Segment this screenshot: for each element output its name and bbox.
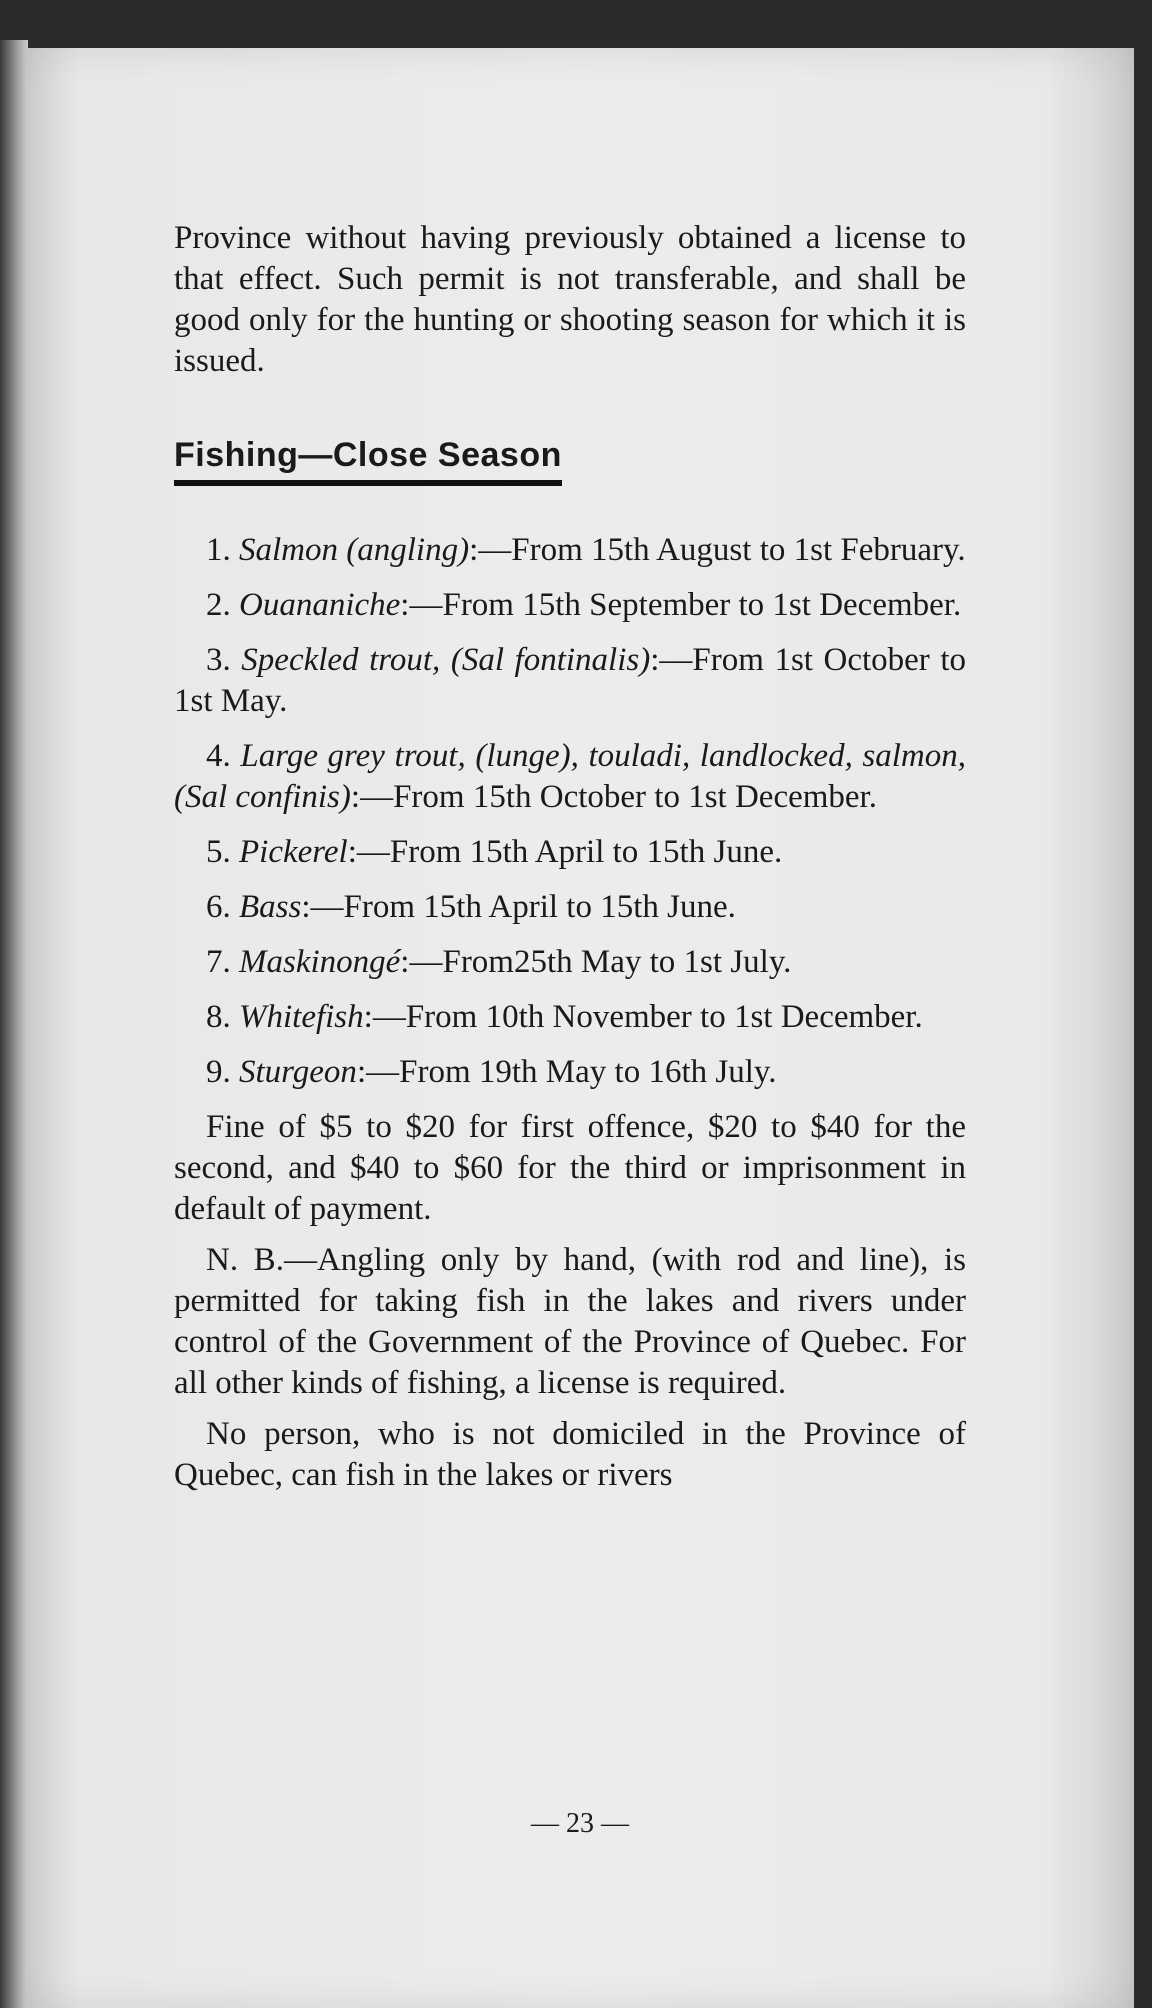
page-number: — 23 — (531, 1808, 629, 1839)
list-item: 3. Speckled trout, (Sal fontinalis):—From 1st October to 1st May. (174, 642, 966, 719)
section-heading: Fishing—Close Season (174, 436, 562, 486)
fine-paragraph: Fine of $5 to $20 for first offence, $20 to $40 for the second, and $40 to $60 for the third or imprisonment in default of payment. (174, 1109, 966, 1227)
nb-paragraph: N. B.—Angling only by hand, (with rod and line), is permitted for taking fish in the lakes and rivers under control of the Government of the Province of Quebec. For all other kinds of fishing, a license is required. (174, 1242, 966, 1401)
list-item: 2. Ouananiche:—From 15th September to 1st December. (206, 587, 962, 623)
list-item: 5. Pickerel:—From 15th April to 15th June. (206, 834, 783, 870)
list-item: 6. Bass:—From 15th April to 15th June. (206, 889, 736, 925)
list-item: 1. Salmon (angling):—From 15th August to 1st February. (206, 532, 966, 568)
list-item: 8. Whitefish:—From 10th November to 1st December. (206, 999, 923, 1035)
page-text (174, 218, 966, 1506)
list-item: 7. Maskinongé:—From25th May to 1st July. (206, 944, 792, 980)
book-page (26, 48, 1134, 2008)
intro-paragraph: Province without having previously obtained a license to that effect. Such permit is not transferable, and shall be good only for the hunting or shooting season for which it is issued. (174, 220, 966, 379)
list-item: 4. Large grey trout, (lunge), touladi, landlocked, salmon, (Sal confinis):—From 15th October to 1st December. (174, 738, 967, 815)
list-item: 9. Sturgeon:—From 19th May to 16th July. (206, 1054, 777, 1090)
book-spine-edge (0, 40, 28, 2008)
last-paragraph: No person, who is not domiciled in the Province of Quebec, can fish in the lakes or rivers (174, 1416, 966, 1493)
close-season-list (174, 530, 966, 1093)
